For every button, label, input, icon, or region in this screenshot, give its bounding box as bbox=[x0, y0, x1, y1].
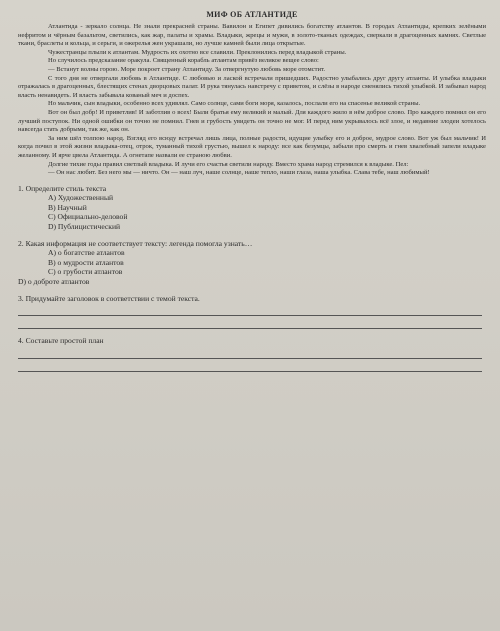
paragraph: Чужестранцы плыли к атлантам. Мудрость их охотно все славили. Преклонились перед владыкой страны. bbox=[48, 48, 347, 56]
question-3 bbox=[18, 294, 486, 330]
option-a: A) Художественный bbox=[48, 193, 114, 203]
question-title: 2. Какая информация не соответствует тексту: легенда помогла узнать… bbox=[18, 238, 253, 248]
question-title: 4. Составьте простой план bbox=[18, 336, 104, 346]
option-c: C) о грубости атлантов bbox=[48, 267, 123, 277]
question-title: 1. Определите стиль текста bbox=[18, 183, 107, 193]
answer-line[interactable] bbox=[18, 303, 482, 316]
paragraph: Вот он был добр! И приветлив! И заботлив о всех! Были братья ему великий и малый. Для каждого жило в нём доброе слово. Про каждого помнил он его лучший поступок. Ни одной ошибки он точно не помнил. Гнев и грубость увидеть он точно не мог. И перед ним укрывалось всё злое, и недавние злодеи хотелось навсегда стать добрыми, так же, как он. bbox=[18, 108, 486, 134]
answer-line[interactable] bbox=[18, 359, 482, 372]
option-c: C) Официально-деловой bbox=[48, 212, 128, 222]
paragraph: — Он нас любит. Без него мы — ничто. Он — наш луч, наше солнце, наше тепло, наши глаза, наша улыбка. Слава тебе, наш любимый! bbox=[48, 169, 430, 177]
question-4 bbox=[18, 336, 486, 372]
question-2 bbox=[18, 239, 486, 287]
question-title: 3. Придумайте заголовок в соответствии с темой текста. bbox=[18, 293, 200, 303]
paragraph: Но случилось предсказание оракула. Священный корабль атлантам привёз великое вещее слово: bbox=[48, 57, 319, 65]
option-b: B) Научный bbox=[48, 202, 87, 212]
questions-section bbox=[18, 184, 486, 372]
question-1 bbox=[18, 184, 486, 232]
paragraph: — Встанут волны горою. Море покроет страну Атлантиду. За отвергнутую любовь море отомстит. bbox=[48, 65, 326, 73]
paragraph: Долгие тихие годы правил светлый владыка. И лучи его счастья светили народу. Вместо храма народ стремился к владыке. Пел: bbox=[48, 160, 409, 168]
answer-line[interactable] bbox=[18, 346, 482, 359]
option-d: D) Публицистический bbox=[48, 222, 121, 232]
paragraph: За ним шёл толпою народ. Взгляд его всюду встречал лишь лица, полные радости, идущие улыбку его и доброе, мудрое слово. Вот уж был мальчик! И когда почил в этой жизни владыка-отец, отрок, туманный тихой грустью, вышел к народу: все как безумцы, забыли про смерть и гнев хвалебный запели владыке желанному. И ярче цвела Атлантида. А огнетапе назвали ее страною любви. bbox=[18, 134, 486, 159]
paragraph: С того дня не отвергали любовь в Атлантиде. С любовью и лаской встречали пришедших. Радостно улыбались друг другу атланты. И улыбка владыки отражалась в драгоценных, блестящих стенах дворцовых палат. И рука тянулась навстречу с приветом, и слёзы в народе сменялись тихой улыбкой. И забывал народ власть ненавидеть. И власть забывала кованый меч и доспех. bbox=[18, 74, 486, 99]
story-text bbox=[18, 23, 486, 178]
paragraph: Но мальчик, сын владыки, особенно всех удивлял. Само солнце, сами боги моря, казалось, послали его на спасенье великой страны. bbox=[48, 100, 421, 108]
option-b: B) о мудрости атлантов bbox=[48, 257, 124, 267]
answer-line[interactable] bbox=[18, 316, 482, 329]
paragraph: Атлантида - зеркало солнца. Не знали прекрасней страны. Вавилон и Египет дивились богатству атлантов. В городах Атлантиды, крепких зелёными нефритом и чёрным базальтом, светились, как жар, палаты и храмы. Владыки, жрецы и мужи, в золото-тканых одеждах, сверкали в драгоценных камнях. Светлые ткани, браслеты и кольца, и серьги, и ожерелья жен украшали, но лучше камней были лица открытые. bbox=[18, 23, 486, 48]
option-a: A) о богатстве атлантов bbox=[48, 248, 125, 258]
page-title: МИФ ОБ АТЛАНТИДЕ bbox=[206, 10, 298, 19]
option-d: D) о доброте атлантов bbox=[18, 277, 90, 287]
